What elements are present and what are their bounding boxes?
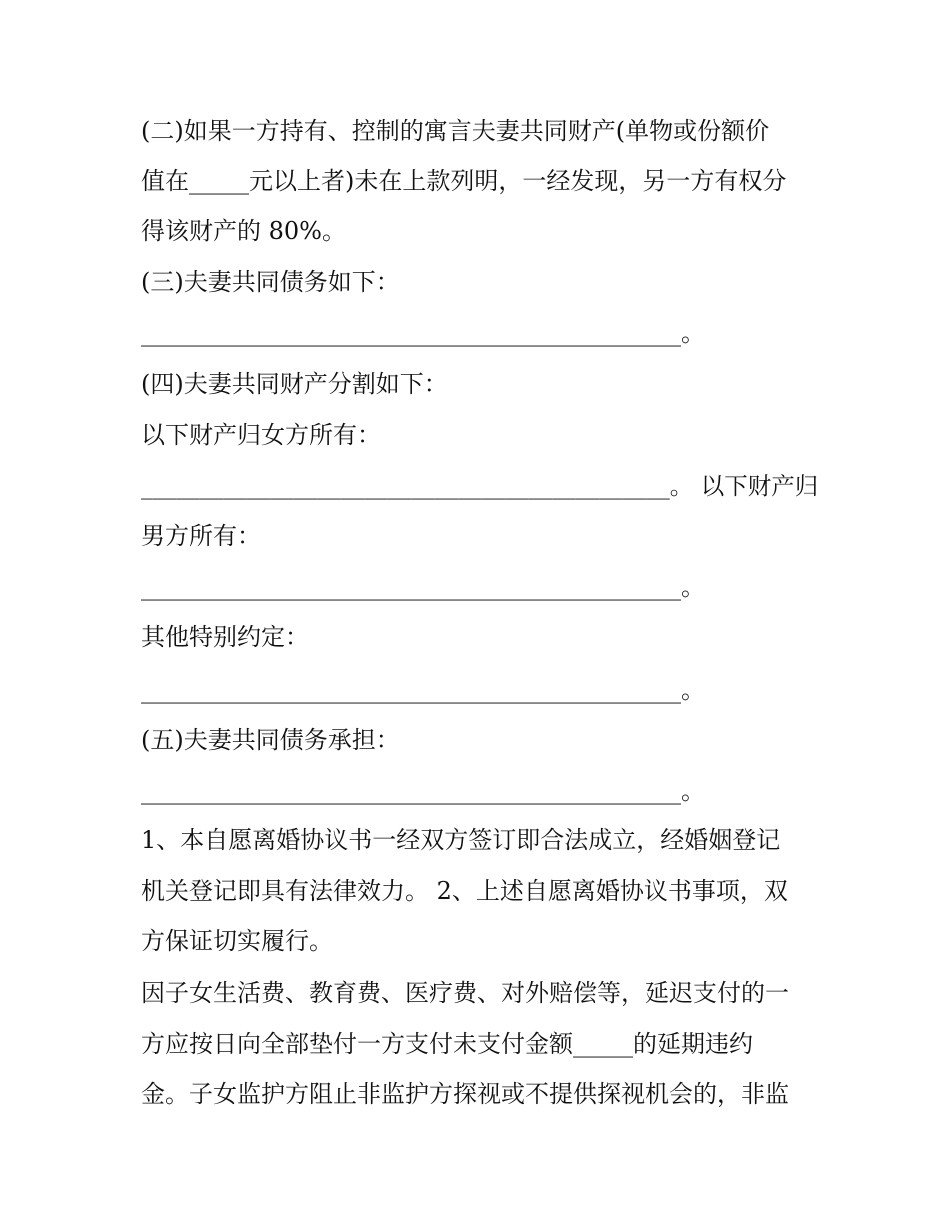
text-line: (四)夫妻共同财产分割如下： — [141, 370, 448, 398]
text-line: 以下财产归女方所有： — [141, 421, 381, 449]
text-line: _____________________________________________。 — [141, 573, 705, 601]
text-line: 金。子女监护方阻止非监护方探视或不提供探视机会的，非监 — [141, 1080, 789, 1108]
text-line: 机关登记即具有法律效力。 2、上述自愿离婚协议书事项，双 — [141, 877, 788, 905]
text-line: (五)夫妻共同债务承担： — [141, 726, 400, 754]
text-line: _____________________________________________。 以下财产归 — [141, 472, 819, 500]
text-line: 男方所有： — [141, 522, 261, 550]
text-line: _____________________________________________。 — [141, 676, 705, 704]
text-line: (二)如果一方持有、控制的寓言夫妻共同财产(单物或份额价 — [141, 117, 770, 145]
text-line: 值在_____元以上者)未在上款列明，一经发现，另一方有权分 — [141, 167, 787, 195]
text-line: 因子女生活费、教育费、医疗费、对外赔偿等，延迟支付的一 — [141, 979, 789, 1007]
text-line: _____________________________________________。 — [141, 319, 705, 347]
text-line: 方应按日向全部垫付一方支付未支付金额_____的延期违约 — [141, 1030, 753, 1058]
text-line: 其他特别约定： — [141, 623, 309, 651]
text-line: (三)夫妻共同债务如下： — [141, 268, 400, 296]
text-line: 1、本自愿离婚协议书一经双方签订即合法成立，经婚姻登记 — [141, 826, 781, 854]
text-line: 方保证切实履行。 — [141, 927, 333, 955]
text-line: 得该财产的 80%。 — [141, 217, 346, 245]
text-line: _____________________________________________。 — [141, 777, 705, 805]
